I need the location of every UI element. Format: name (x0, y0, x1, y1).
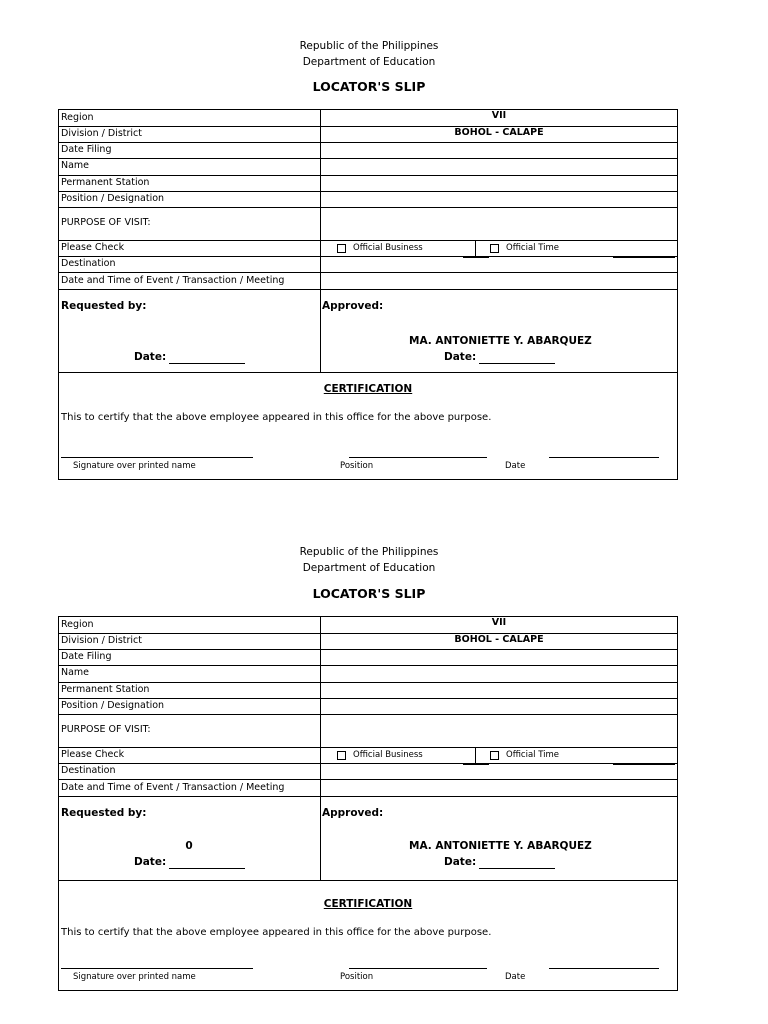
row-division (59, 634, 677, 650)
date-sig-label: Date (505, 972, 526, 982)
slip-title: LOCATOR'S SLIP (312, 79, 426, 94)
date-sig-label: Date (505, 461, 526, 471)
signature-line (61, 968, 253, 969)
requested-date-line (169, 868, 245, 869)
official-time-label: Official Time (506, 243, 560, 253)
date-line (549, 457, 659, 458)
approver-name: MA. ANTONIETTE Y. ABARQUEZ (409, 335, 592, 347)
row-purpose (59, 715, 677, 748)
row-name (59, 666, 677, 683)
certification-title: CERTIFICATION (323, 383, 413, 395)
division-label: Division / District (61, 128, 143, 139)
position-sig-label: Position (340, 972, 374, 982)
row-destination (59, 764, 677, 780)
approved-date-label: Date: (444, 351, 477, 363)
destination-label: Destination (61, 258, 116, 269)
official-time-checkbox[interactable] (490, 244, 499, 253)
region-label: Region (61, 619, 94, 630)
requested-date-label: Date: (134, 856, 167, 868)
date-filing-label: Date Filing (61, 651, 112, 662)
name-label: Name (61, 160, 90, 171)
purpose-label: PURPOSE OF VISIT: (61, 724, 151, 735)
name-label: Name (61, 667, 90, 678)
permanent-station-label: Permanent Station (61, 684, 150, 695)
time-mark-3 (613, 747, 675, 748)
row-date-filing (59, 143, 677, 159)
datetime-label: Date and Time of Event / Transaction / Meeting (61, 275, 285, 286)
approved-label: Approved: (322, 807, 384, 819)
official-business-checkbox[interactable] (337, 751, 346, 760)
date-filing-label: Date Filing (61, 144, 112, 155)
row-datetime (59, 780, 677, 797)
row-position (59, 192, 677, 208)
region-label: Region (61, 112, 94, 123)
row-requested-approved (59, 290, 677, 373)
row-please-check (59, 748, 677, 764)
time-mark-1 (463, 257, 489, 258)
row-please-check (59, 241, 677, 257)
row-datetime (59, 273, 677, 290)
time-mark-1 (463, 764, 489, 765)
row-region (59, 110, 677, 127)
permanent-station-label: Permanent Station (61, 177, 150, 188)
signature-line (61, 457, 253, 458)
approved-date-line (479, 868, 555, 869)
position-label: Position / Designation (61, 700, 165, 711)
approved-label: Approved: (322, 300, 384, 312)
row-purpose (59, 208, 677, 241)
time-mark-2 (475, 748, 476, 764)
approved-date-label: Date: (444, 856, 477, 868)
signature-label: Signature over printed name (73, 972, 196, 982)
official-time-label: Official Time (506, 750, 560, 760)
division-value: BOHOL - CALAPE (454, 634, 544, 645)
time-mark-2 (475, 241, 476, 257)
region-value: VII (491, 617, 507, 628)
header-republic: Republic of the Philippines (299, 40, 439, 52)
official-business-label: Official Business (353, 750, 423, 760)
slip-title: LOCATOR'S SLIP (312, 586, 426, 601)
row-destination (59, 257, 677, 273)
row-date-filing (59, 650, 677, 666)
position-line (349, 968, 487, 969)
division-value: BOHOL - CALAPE (454, 127, 544, 138)
slip-form-box (58, 109, 678, 480)
datetime-label: Date and Time of Event / Transaction / Meeting (61, 782, 285, 793)
official-business-checkbox[interactable] (337, 244, 346, 253)
row-permanent-station (59, 683, 677, 699)
signature-label: Signature over printed name (73, 461, 196, 471)
row-name (59, 159, 677, 176)
date-line (549, 968, 659, 969)
requested-name: 0 (185, 840, 193, 852)
division-label: Division / District (61, 635, 143, 646)
position-sig-label: Position (340, 461, 374, 471)
approver-name: MA. ANTONIETTE Y. ABARQUEZ (409, 840, 592, 852)
approved-date-line (479, 363, 555, 364)
requested-by-label: Requested by: (61, 300, 147, 312)
requested-date-line (169, 363, 245, 364)
header-department: Department of Education (302, 56, 436, 68)
header-department: Department of Education (302, 562, 436, 574)
time-mark-4 (613, 257, 675, 258)
position-line (349, 457, 487, 458)
purpose-label: PURPOSE OF VISIT: (61, 217, 151, 228)
header-republic: Republic of the Philippines (299, 546, 439, 558)
official-time-checkbox[interactable] (490, 751, 499, 760)
requested-by-label: Requested by: (61, 807, 147, 819)
slip-form-box (58, 616, 678, 991)
position-label: Position / Designation (61, 193, 165, 204)
row-division (59, 127, 677, 143)
region-value: VII (491, 110, 507, 121)
row-position (59, 699, 677, 715)
certification-text: This to certify that the above employee appeared in this office for the above purpose. (61, 927, 492, 938)
time-mark-4 (613, 764, 675, 765)
please-check-label: Please Check (61, 749, 125, 760)
row-permanent-station (59, 176, 677, 192)
time-mark-3 (613, 240, 675, 241)
official-business-label: Official Business (353, 243, 423, 253)
row-requested-approved (59, 797, 677, 881)
requested-date-label: Date: (134, 351, 167, 363)
certification-title: CERTIFICATION (323, 898, 413, 910)
row-region (59, 617, 677, 634)
certification-text: This to certify that the above employee appeared in this office for the above purpose. (61, 412, 492, 423)
destination-label: Destination (61, 765, 116, 776)
please-check-label: Please Check (61, 242, 125, 253)
